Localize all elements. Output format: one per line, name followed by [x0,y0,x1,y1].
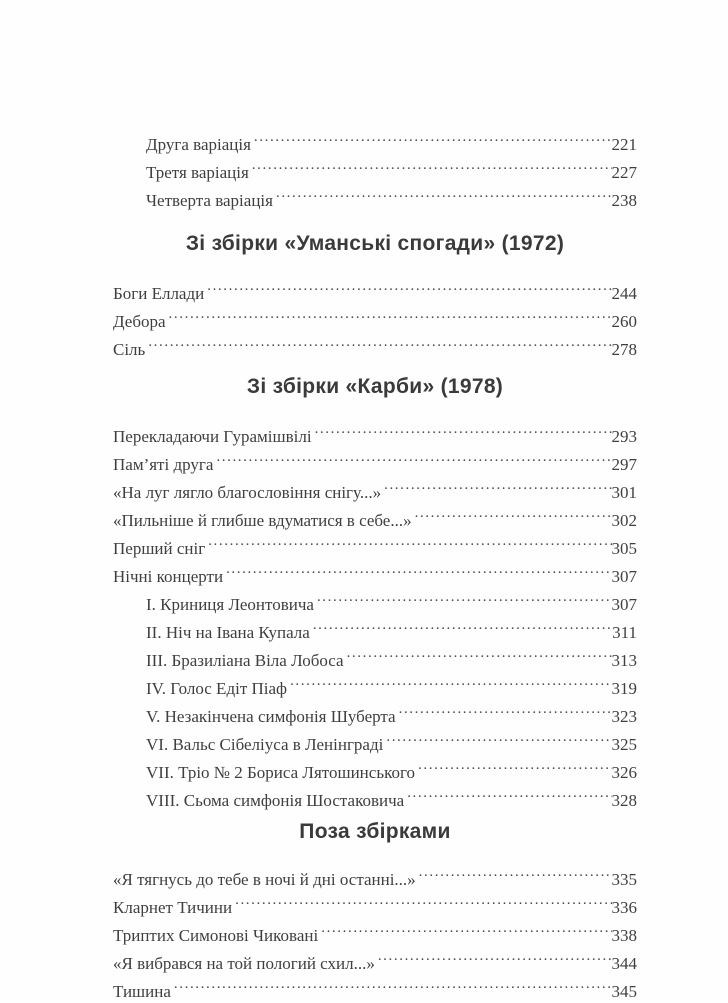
entry-title: «Пильніше й глибше вдуматися в себе...» [113,511,412,530]
dot-leader [384,476,611,498]
toc-entry [113,504,637,532]
dot-leader [418,756,611,778]
entry-page-number: 313 [611,651,637,670]
entry-title: Нічні концерти [113,567,224,586]
entry-title: Кларнет Тичини [113,898,233,917]
entry-page-number: 278 [611,340,637,359]
dot-leader [216,448,611,470]
entry-title: Сіль [113,340,146,359]
toc-entry [113,333,637,361]
toc-entry [113,184,637,212]
toc-entry [113,532,637,560]
entry-title: V. Незакінчена симфонія Шуберта [146,707,396,726]
entry-title: IV. Голос Едіт Піаф [146,679,288,698]
entry-page-number: 244 [611,284,637,303]
entry-title: VIII. Сьома симфонія Шостаковича [146,791,405,810]
dot-leader [407,784,611,806]
entry-page-number: 302 [611,511,637,530]
toc-entry [113,919,637,947]
entry-title: Перший сніг [113,539,206,558]
dot-leader [419,863,612,885]
toc-entry [113,156,637,184]
dot-leader [254,128,612,150]
toc-entry [113,128,637,156]
section-heading-poza-zbirkamy: Поза збірками [299,820,451,843]
toc-section-variations [113,128,637,212]
dot-leader [174,975,612,997]
entry-page-number: 221 [611,135,637,154]
dot-leader [208,532,611,554]
toc-entry [113,305,637,333]
entry-title: Друга варіація [146,135,251,154]
dot-leader [290,672,611,694]
entry-title: Боги Еллади [113,284,205,303]
entry-title: Четверта варіація [146,191,273,210]
toc-section-poza-zbirkamy [113,863,637,1003]
toc-section-karby [113,420,637,812]
toc-entry [113,448,637,476]
section-heading-umanski-spogady: Зі збірки «Уманські спогади» (1972) [185,232,565,255]
toc-entry [113,476,637,504]
toc-entry [113,588,637,616]
dot-leader [313,616,612,638]
entry-title: VI. Вальс Сібеліуса в Ленінграді [146,735,384,754]
toc-entry [113,947,637,975]
toc-entry [113,672,637,700]
dot-leader [235,891,611,913]
toc-entry [113,700,637,728]
dot-leader [169,305,612,327]
entry-title: VII. Тріо № 2 Бориса Лятошинського [146,763,416,782]
dot-leader [315,420,612,442]
toc-entry [113,644,637,672]
dot-leader [148,333,611,355]
toc-entry [113,863,637,891]
entry-page-number: 307 [611,595,637,614]
dot-leader [378,947,612,969]
dot-leader [317,588,612,610]
toc-entry [113,975,637,1003]
entry-page-number: 301 [611,483,637,502]
entry-title: Перекладаючи Гурамішвілі [113,427,312,446]
entry-title: Тишина [113,982,171,1001]
entry-page-number: 344 [611,954,637,973]
entry-title: Дебора [113,312,166,331]
dot-leader [347,644,612,666]
toc-entry [113,891,637,919]
entry-page-number: 227 [611,163,637,182]
entry-title: I. Криниця Леонтовича [146,595,314,614]
entry-page-number: 328 [611,791,637,810]
toc-entry [113,277,637,305]
dot-leader [226,560,611,582]
entry-page-number: 319 [611,679,637,698]
toc-entry [113,420,637,448]
dot-leader [276,184,612,206]
entry-page-number: 345 [611,982,637,1001]
entry-title: «На луг лягло благословіння снігу...» [113,483,382,502]
entry-page-number: 325 [611,735,637,754]
entry-title: Третя варіація [146,163,249,182]
entry-page-number: 335 [611,870,637,889]
entry-page-number: 297 [611,455,637,474]
dot-leader [399,700,612,722]
entry-page-number: 326 [611,763,637,782]
toc-section-umanski-spogady [113,277,637,361]
dot-leader [252,156,612,178]
toc-entry [113,560,637,588]
dot-leader [321,919,611,941]
entry-title: Пам’яті друга [113,455,214,474]
toc-entry [113,728,637,756]
entry-page-number: 338 [611,926,637,945]
dot-leader [207,277,611,299]
dot-leader [415,504,612,526]
entry-title: II. Ніч на Івана Купала [146,623,310,642]
entry-title: «Я вибрався на той пологий схил...» [113,954,375,973]
toc-entry [113,616,637,644]
entry-page-number: 238 [611,191,637,210]
toc-entry [113,784,637,812]
entry-title: «Я тягнусь до тебе в ночі й дні останні...» [113,870,416,889]
entry-page-number: 305 [611,539,637,558]
entry-page-number: 260 [611,312,637,331]
toc-entry [113,756,637,784]
entry-title: Триптих Симонові Чиковані [113,926,319,945]
entry-page-number: 311 [612,623,637,642]
section-heading-karby: Зі збірки «Карби» (1978) [246,375,504,398]
entry-page-number: 293 [611,427,637,446]
dot-leader [386,728,611,750]
entry-title: III. Бразиліана Віла Лобоса [146,651,344,670]
entry-page-number: 307 [611,567,637,586]
entry-page-number: 336 [611,898,637,917]
entry-page-number: 323 [611,707,637,726]
